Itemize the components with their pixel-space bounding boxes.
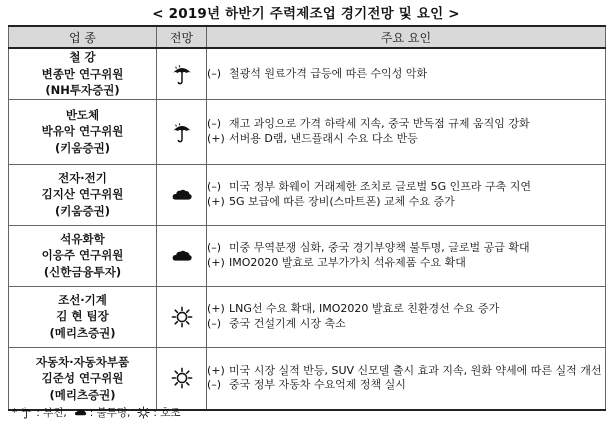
outlook-table [8,25,606,411]
analyst-name: 이응주 연구위원 [41,248,124,263]
factor-item [207,317,605,332]
factors-cell [207,99,606,164]
factor-sign: (+) [207,131,225,145]
factor-sign: (–) [207,316,222,330]
firm-name: (메리츠증권) [49,325,116,340]
sun-icon [171,306,193,325]
industry-cell [9,48,157,99]
factor-item [207,256,605,271]
legend-footnote [12,405,185,420]
factor-item [207,302,605,317]
factors-cell [207,48,606,99]
factor-item [207,195,605,210]
factor-text: 미국 정부 화웨이 거래제한 조치로 글로벌 5G 인프라 구축 지연 [229,180,532,193]
table-header-row [9,26,606,48]
industry-cell [9,164,157,225]
analyst-name: 변종만 연구위원 [41,66,124,81]
factor-item [207,180,605,195]
factor-item [207,378,605,393]
factor-text: 미국 시장 실적 반등, SUV 신모델 출시 효과 지속, 원화 약세에 따른 실적 개선 [229,363,602,377]
analyst-name: 김준성 연구위원 [41,371,124,385]
table-row [9,48,606,99]
outlook-cell [157,99,207,164]
sun-icon [171,368,193,387]
firm-name: (NH투자증권) [45,83,120,97]
analyst-name: 김 현 팀장 [56,309,109,324]
industry-cell [9,99,157,164]
header-outlook: 전망 [157,26,207,48]
factor-text: IMO2020 발효로 고부가가치 석유제품 수요 확대 [229,255,466,269]
outlook-cell [157,48,207,99]
analyst-name: 김지산 연구위원 [41,187,124,202]
factor-sign: (–) [207,241,222,254]
outlook-cell [157,286,207,347]
umbrella-icon [171,121,193,140]
industry-name: 전자·전기 [58,170,107,185]
legend-label: : 부진, [36,407,67,419]
factor-text: 5G 보급에 따른 장비(스마트폰) 교체 수요 증가 [229,194,455,208]
analyst-name: 박유악 연구위원 [41,124,124,139]
factor-text: 중국 건설기계 시장 축소 [229,316,346,330]
umbrella-icon [171,63,193,82]
factor-sign: (+) [207,194,225,208]
legend-label: : 불투명, [89,407,131,419]
factor-text: 서버용 D램, 낸드플래시 수요 다소 반등 [229,131,418,145]
factor-sign: (–) [207,378,222,392]
industry-name: 자동차·자동차부품 [35,354,130,369]
industry-cell [9,347,157,410]
outlook-cell [157,225,207,286]
table-row [9,347,606,410]
industry-name: 철 강 [69,50,96,64]
factor-item [207,67,605,82]
firm-name: (메리츠증권) [49,387,116,402]
header-factors: 주요 요인 [207,26,606,48]
factor-text: 미중 무역분쟁 심화, 중국 경기부양책 불투명, 글로벌 공급 확대 [229,241,530,254]
factors-cell [207,164,606,225]
firm-name: (키움증권) [55,140,110,155]
factor-item [207,132,605,147]
outlook-cell [157,347,207,410]
cloud-icon [171,184,193,203]
factor-text: 재고 과잉으로 가격 하락세 지속, 중국 반독점 규제 움직임 강화 [229,117,530,130]
legend-label: : 호조 [153,407,181,419]
factor-text: 중국 정부 자동차 수요억제 정책 실시 [229,378,406,392]
factor-item [207,364,605,379]
table-row [9,164,606,225]
cloud-icon [171,245,193,264]
factor-text: LNG선 수요 확대, IMO2020 발효로 친환경선 수요 증가 [229,302,500,315]
factors-cell [207,225,606,286]
header-industry: 업 종 [9,26,157,48]
outlook-cell [157,164,207,225]
table-row [9,225,606,286]
table-row [9,99,606,164]
factors-cell [207,286,606,347]
factor-sign: (+) [207,255,225,269]
industry-name: 반도체 [65,107,100,122]
page-title: < 2019년 하반기 주력제조업 경기전망 및 요인 > [152,6,460,22]
cloud-icon [71,406,90,419]
factor-sign: (+) [207,302,225,315]
industry-cell [9,225,157,286]
factor-item [207,117,605,132]
factors-cell [207,347,606,410]
factor-item [207,241,605,256]
factor-text: 철광석 원료가격 급등에 따른 수익성 악화 [229,66,428,80]
factor-sign: (–) [207,180,222,193]
industry-name: 조선·기계 [58,292,107,307]
factor-sign: (–) [207,66,222,80]
legend-mark: * [12,406,18,419]
firm-name: (키움증권) [55,203,110,218]
umbrella-icon [17,406,36,419]
factor-sign: (+) [207,363,225,377]
sun-icon [134,406,153,419]
firm-name: (신한금융투자) [43,264,122,279]
industry-name: 석유화학 [60,231,105,246]
industry-cell [9,286,157,347]
table-row [9,286,606,347]
factor-sign: (–) [207,117,222,130]
